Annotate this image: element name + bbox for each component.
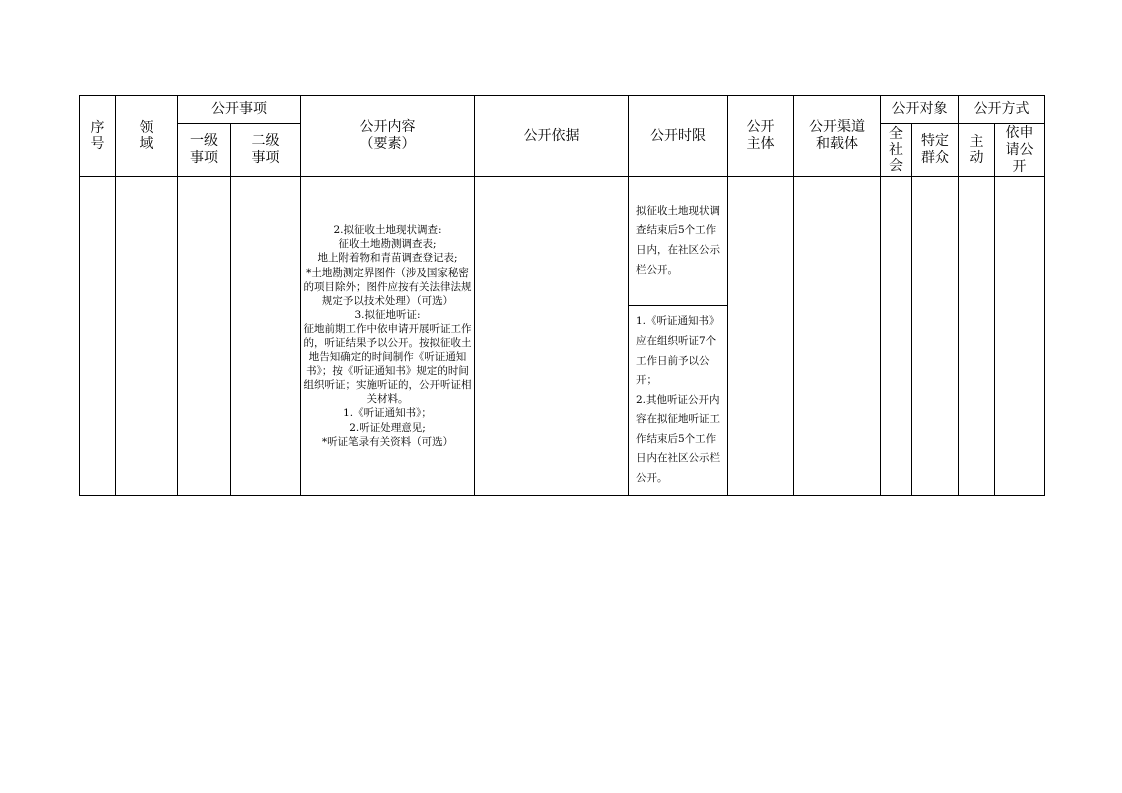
header-domain: 领域 — [116, 96, 178, 177]
header-on-request: 依申请公开 — [995, 124, 1045, 177]
header-level1: 一级事项 — [178, 124, 231, 177]
cell-content: 2.拟征收土地现状调查: 征收土地勘测调查表; 地上附着物和青苗调查登记表; *土地勘测定界图件（涉及国家秘密的项目除外；图件应按有关法律法规规定予以技术处理）（可选） 3.拟征地听证: 征地前期工作中依申请开展听证工作的，听证结果予以公开。按拟征收土地告知确定的时间制作《听证通知书》；按《听证通知书》规定的时间组织听证；实施听证的，公开听证相关材料。 1.《听证通知书》； 2.听证处理意见; *听证笔录有关资料（可选） — [301, 177, 475, 496]
header-seq: 序号 — [80, 96, 116, 177]
time-limit-survey — [629, 177, 727, 306]
cell-active — [959, 177, 995, 496]
header-content-sub: （要素） — [359, 136, 416, 152]
cell-seq — [80, 177, 116, 496]
time-limit-survey-text: 拟征收土地现状调查结束后5个工作日内，在社区公示栏公开。 — [636, 204, 720, 276]
time-limit-hearing — [629, 306, 727, 495]
header-method: 公开方式 — [959, 96, 1045, 124]
cell-level1 — [178, 177, 231, 496]
header-basis: 公开依据 — [475, 96, 629, 177]
cell-channel — [794, 177, 881, 496]
header-public-items: 公开事项 — [178, 96, 301, 124]
header-specific-group: 特定群众 — [912, 124, 959, 177]
header-time-limit: 公开时限 — [629, 96, 728, 177]
cell-subject — [728, 177, 794, 496]
public-disclosure-table — [79, 95, 1045, 496]
header-channel: 公开渠道和载体 — [794, 96, 881, 177]
header-subject: 公开主体 — [728, 96, 794, 177]
header-content — [301, 96, 475, 177]
header-audience: 公开对象 — [881, 96, 959, 124]
cell-on-request — [995, 177, 1045, 496]
header-content-title: 公开内容 — [359, 119, 416, 135]
header-active: 主动 — [959, 124, 995, 177]
cell-basis — [475, 177, 629, 496]
cell-time-limit — [629, 177, 728, 496]
time-limit-hearing-text: 1.《听证通知书》应在组织听证7个工作日前予以公开； 2.其他听证公开内容在拟征地听证工作结束后5个工作日内在社区公示栏公开。 — [636, 315, 720, 485]
cell-level2 — [231, 177, 301, 496]
cell-all-society — [881, 177, 912, 496]
cell-domain — [116, 177, 178, 496]
cell-specific-group — [912, 177, 959, 496]
header-all-society: 全社会 — [881, 124, 912, 177]
header-level2: 二级事项 — [231, 124, 301, 177]
